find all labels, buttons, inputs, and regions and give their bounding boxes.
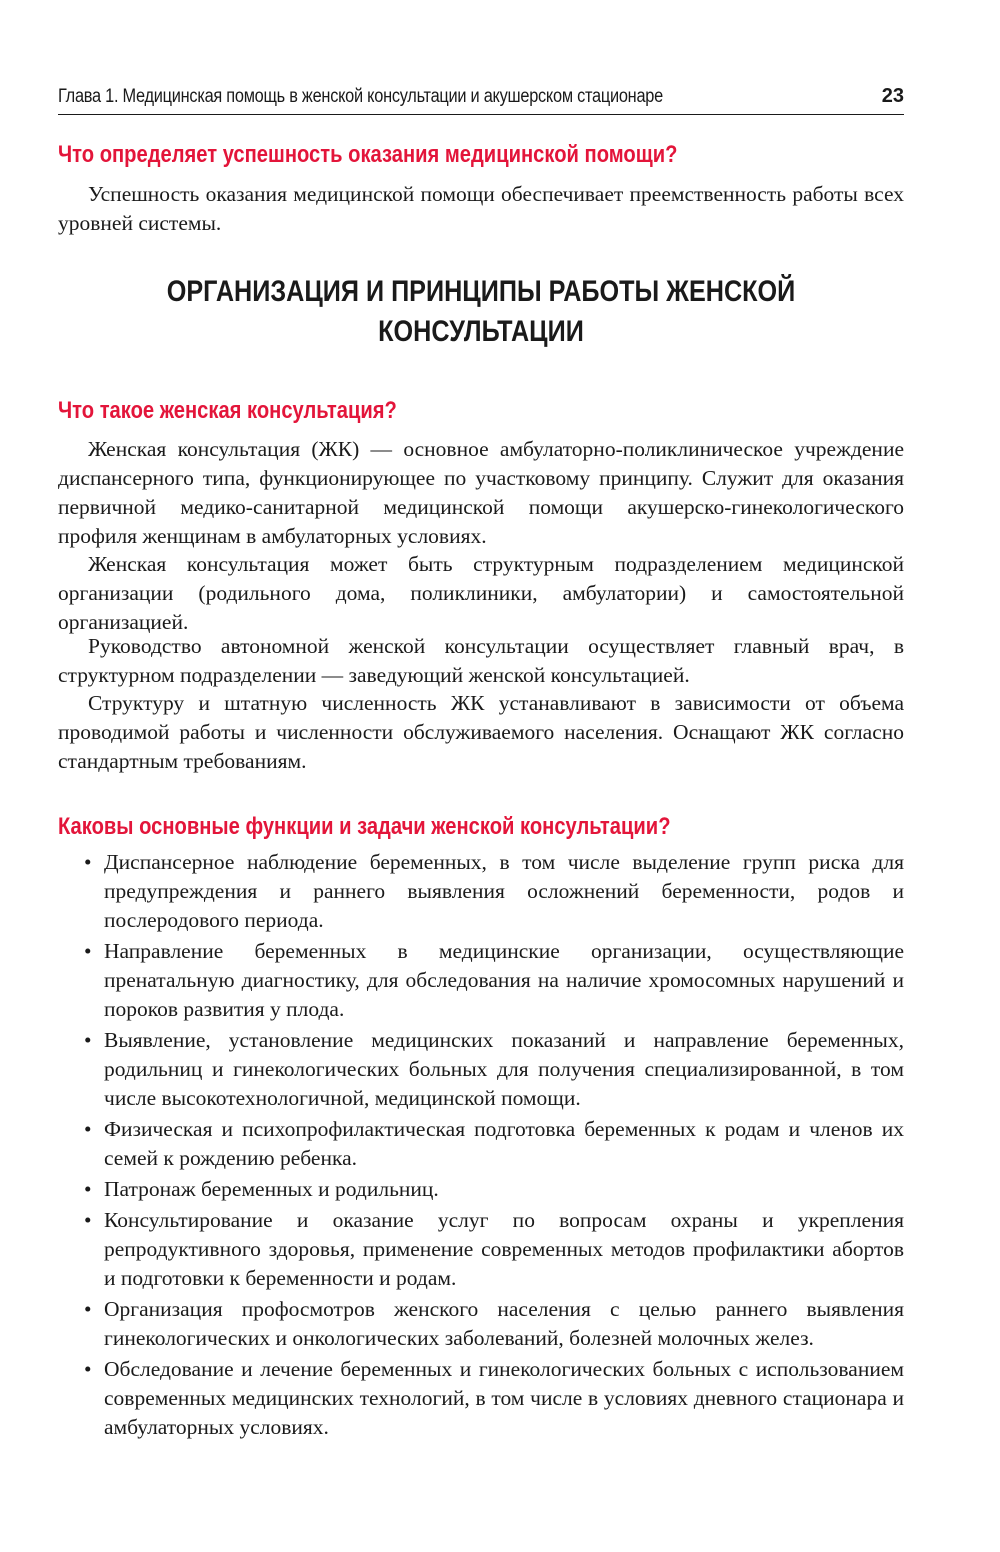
page-number: 23 <box>881 85 904 107</box>
list-item <box>84 1115 904 1173</box>
bullet-icon: • <box>84 1208 92 1232</box>
bullet-icon: • <box>84 1357 92 1381</box>
list-item-text: Патронаж беременных и родильниц. <box>104 1177 439 1201</box>
list-item-text: Физическая и психопрофилактическая подготовка беременных к родам и членов их семей к рождению ребенка. <box>104 1117 904 1170</box>
list-item-text: Обследование и лечение беременных и гинекологических больных с использованием современных медицинских технологий, в том числе в условиях дневного стационара и амбулаторных условиях. <box>104 1357 904 1439</box>
list-item-text: Диспансерное наблюдение беременных, в том числе выделение групп риска для предупреждения и раннего выявления осложнений беременности, родов и послеродового периода. <box>104 850 904 932</box>
list-item-text: Организация профосмотров женского населения с целью раннего выявления гинекологических и онкологических заболеваний, болезней молочных желез. <box>104 1297 904 1350</box>
bullet-icon: • <box>84 939 92 963</box>
functions-list <box>84 848 904 1444</box>
list-item <box>84 848 904 935</box>
paragraph-structure-unit: Женская консультация может быть структурным подразделением медицинской организации (родильного дома, поликлиники, амбулатории) и самостоятельной организацией. <box>58 552 904 634</box>
list-item <box>84 1355 904 1442</box>
list-item-text: Консультирование и оказание услуг по вопросам охраны и укрепления репродуктивного здоровья, применение современных методов профилактики абортов и подготовки к беременности и родам. <box>104 1208 904 1290</box>
bullet-icon: • <box>84 850 92 874</box>
list-item-text: Выявление, установление медицинских показаний и направление беременных, родильниц и гинекологических больных для получения специализированной, в том числе высокотехнологичной, медицинской помощи. <box>104 1028 904 1110</box>
chapter-title: Глава 1. Медицинская помощь в женской консультации и акушерском стационаре <box>58 86 663 107</box>
section-title-line-1: ОРГАНИЗАЦИЯ И ПРИНЦИПЫ РАБОТЫ ЖЕНСКОЙ <box>166 275 796 308</box>
list-item <box>84 1026 904 1113</box>
paragraph-management: Руководство автономной женской консультации осуществляет главный врач, в структурном подразделении — заведующий женской консультацией. <box>58 634 904 687</box>
list-item <box>84 1206 904 1293</box>
section-title-line-2: КОНСУЛЬТАЦИИ <box>378 315 584 348</box>
bullet-icon: • <box>84 1297 92 1321</box>
bullet-icon: • <box>84 1177 92 1201</box>
paragraph-success: Успешность оказания медицинской помощи обеспечивает преемственность работы всех уровней системы. <box>58 182 904 235</box>
question-heading-what-is: Что такое женская консультация? <box>58 397 397 424</box>
bullet-icon: • <box>84 1117 92 1141</box>
question-heading-functions: Каковы основные функции и задачи женской консультации? <box>58 813 671 840</box>
list-item-text: Направление беременных в медицинские организации, осуществляющие пренатальную диагностику, для обследования на наличие хромосомных нарушений и пороков развития у плода. <box>104 939 904 1021</box>
running-header <box>58 84 904 115</box>
paragraph-definition: Женская консультация (ЖК) — основное амбулаторно-поликлиническое учреждение диспансерного типа, функционирующее по участковому принципу. Служит для оказания первичной медико-санитарной медицинской помощи акушерско-гинекологического профиля женщинам в амбулаторных условиях. <box>58 437 904 548</box>
paragraph-staffing: Структуру и штатную численность ЖК устанавливают в зависимости от объема проводимой работы и численности обслуживаемого населения. Оснащают ЖК согласно стандартным требованиям. <box>58 691 904 773</box>
list-item <box>84 937 904 1024</box>
question-heading-success: Что определяет успешность оказания медицинской помощи? <box>58 141 678 168</box>
list-item <box>84 1175 904 1204</box>
section-title <box>58 272 904 352</box>
bullet-icon: • <box>84 1028 92 1052</box>
list-item <box>84 1295 904 1353</box>
